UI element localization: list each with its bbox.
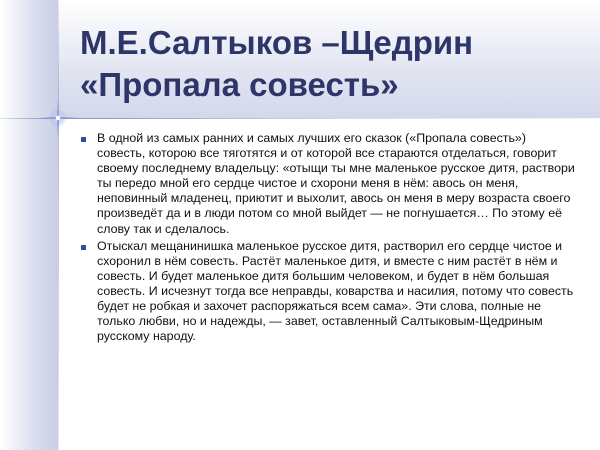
left-gradient-band	[0, 0, 58, 450]
paragraph-text: В одной из самых ранних и самых лучших его сказок («Пропала совесть») совесть, которою все тяготятся и от которой все стараются отделаться, говорит своему последнему владельцу: «отыщи ты мне маленькое русское дитя, раствори ты передо мной его сердце чистое и схорони меня в нём: авось он меня, неповинный младенец, приютит и выхолит, авось он меня в меру возраста своего произведёт да и в люди потом со мной выйдет — не погнушается… По этому её слову так и сделалось.	[97, 131, 575, 236]
square-bullet-icon	[81, 245, 86, 250]
title-line-2: «Пропала совесть»	[80, 66, 399, 103]
sparkle-star-icon	[36, 96, 80, 140]
list-item	[80, 131, 576, 237]
vertical-divider	[58, 0, 59, 450]
title-line-1: М.Е.Салтыков –Щедрин	[80, 24, 474, 61]
list-item	[80, 239, 576, 345]
horizontal-divider	[0, 118, 600, 119]
paragraph-text: Отыскал мещанинишка маленькое русское дитя, растворил его сердце чистое и схоронил в нём совесть. Растёт маленькое дитя, и вместе с ним растёт в нём и совесть. И будет маленькое дитя большим человеком, и будет в нём большая совесть. И исчезнут тогда все неправды, коварства и насилия, потому что совесть будет не робкая и захочет распоряжаться всем сама». Эти слова, полные не только любви, но и надежды, — завет, оставленный Салтыковым-Щедриным русскому народу.	[97, 238, 574, 344]
content-list	[80, 131, 576, 346]
page-title	[80, 22, 580, 106]
square-bullet-icon	[81, 137, 86, 142]
